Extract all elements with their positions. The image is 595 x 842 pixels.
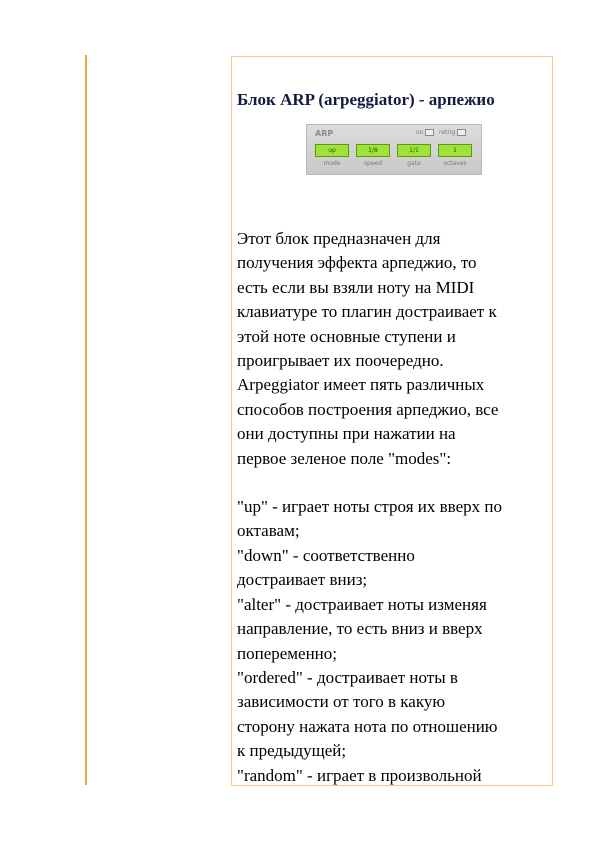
text-line: достраивает вниз; — [237, 570, 368, 590]
octaves-caption: octaves — [443, 160, 467, 167]
text-line: сторону нажата нота по отношению — [237, 716, 498, 736]
margin-rule — [85, 55, 87, 785]
text-line: Arpeggiator имеет пять различных — [237, 375, 485, 395]
content-frame — [231, 56, 553, 786]
mode-field: up — [315, 144, 349, 157]
text-line: Этот блок предназначен для — [237, 229, 441, 248]
text-line: зависимости от того в какую — [237, 692, 446, 712]
text-line: проигрывает их поочередно. — [237, 351, 444, 371]
intro-paragraph — [237, 227, 551, 471]
text-line: "random" - играет в произвольной — [237, 765, 482, 785]
checkbox-icon — [457, 129, 466, 136]
page-heading: Блок ARP (arpeggiator) - арпежио — [237, 90, 495, 109]
modes-paragraph — [237, 495, 551, 786]
text-line: "alter" - достраивает ноты изменяя — [237, 594, 487, 614]
on-toggle — [416, 129, 434, 136]
speed-field: 1/8 — [356, 144, 390, 157]
gate-caption: gate — [407, 160, 421, 167]
speed-caption: speed — [363, 160, 383, 167]
retrig-toggle-label: retrig — [439, 129, 456, 136]
text-line: получения эффекта арпеджио, то — [237, 253, 477, 273]
body-text — [237, 227, 551, 786]
text-line: "ordered" - достраивает ноты в — [237, 667, 458, 687]
text-line: попеременно; — [237, 643, 338, 663]
text-line: "up" - играет ноты строя их вверх по — [237, 497, 502, 517]
text-line: октавам; — [237, 521, 300, 541]
text-line: они доступны при нажатии на — [237, 424, 456, 444]
arp-panel-image — [306, 124, 482, 175]
text-line: направление, то есть вниз и вверх — [237, 619, 483, 639]
text-line: способов построения арпеджио, все — [237, 399, 499, 419]
retrig-toggle — [439, 129, 466, 136]
text-line: этой ноте основные ступени и — [237, 326, 456, 346]
on-toggle-label: on — [416, 129, 424, 136]
arp-panel-title: ARP — [315, 129, 334, 138]
text-line: "down" - соответственно — [237, 545, 415, 565]
text-line: есть если вы взяли ноту на MIDI — [237, 277, 475, 297]
paragraph-gap — [237, 471, 551, 495]
text-line: клавиатуре то плагин достраивает к — [237, 302, 497, 322]
gate-field: 1/1 — [397, 144, 431, 157]
octaves-field: 1 — [438, 144, 472, 157]
text-line: первое зеленое поле "modes": — [237, 448, 452, 468]
checkbox-icon — [425, 129, 434, 136]
text-line: к предыдущей; — [237, 741, 347, 761]
mode-caption: mode — [323, 160, 341, 167]
